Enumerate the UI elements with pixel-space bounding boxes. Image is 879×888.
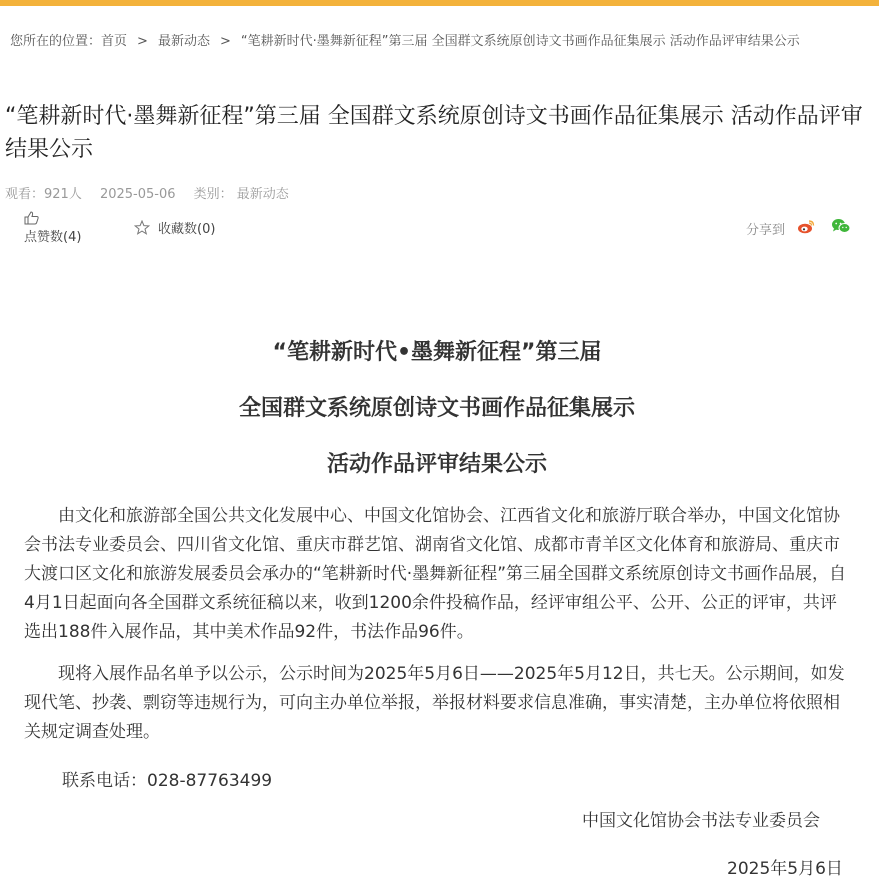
category-label: 类别：: [193, 187, 233, 202]
favorite-count-label: 收藏数(0): [158, 222, 216, 237]
breadcrumb-home-link[interactable]: 首页: [101, 34, 128, 49]
body-heading-line3: 活动作品评审结果公示: [326, 452, 547, 477]
breadcrumb-news-link[interactable]: 最新动态: [157, 34, 210, 49]
favorite-button[interactable]: [134, 218, 215, 237]
page-title: “笔耕新时代·墨舞新征程”第三届 全国群文系统原创诗文书画作品征集展示 活动作品评审结果公示: [5, 104, 863, 162]
breadcrumb-current-link[interactable]: “笔耕新时代·墨舞新征程”第三届 全国群文系统原创诗文书画作品征集展示 活动作品评审结果公示: [240, 34, 800, 49]
body-heading-line1: “笔耕新时代•墨舞新征程”第三届: [272, 340, 602, 365]
breadcrumb-prefix: 您所在的位置：: [10, 34, 102, 49]
star-icon: [134, 220, 150, 235]
issuing-organization: 中国文化馆协会书法专业委员会: [582, 811, 820, 831]
share-bar: [746, 218, 851, 238]
article-meta: [5, 183, 303, 202]
wechat-icon[interactable]: [831, 218, 851, 238]
signature-date: 2025年5月6日: [727, 859, 843, 879]
publish-date: 2025-05-06: [99, 187, 176, 202]
like-button[interactable]: [24, 211, 81, 245]
article-body: [24, 336, 850, 796]
share-label: 分享到: [746, 222, 786, 238]
contact-phone: 联系电话：028-87763499: [62, 771, 273, 791]
body-paragraph-1: 由文化和旅游部全国公共文化发展中心、中国文化馆协会、江西省文化和旅游厅联合举办，中国文化馆协会书法专业委员会、四川省文化馆、重庆市群艺馆、湖南省文化馆、成都市青羊区文化体育和旅游局、重庆市大渡口区文化和旅游发展委员会承办的“笔耕新时代·墨舞新征程”第三届全国群文系统原创诗文书画作品展，自4月1日起面向各全国群文系统征稿以来，收到1200余件投稿作品，经评审组公平、公开、公正的评审，共评选出188件入展作品，其中美术作品92件，书法作品96件。: [24, 506, 847, 642]
view-count: 观看：921人: [5, 187, 82, 202]
breadcrumb-separator: >: [219, 34, 231, 49]
like-count-label: 点赞数(4): [24, 230, 82, 245]
top-accent-bar: [0, 0, 879, 6]
weibo-icon[interactable]: [797, 219, 815, 238]
breadcrumb: [10, 30, 800, 49]
body-heading-line2: 全国群文系统原创诗文书画作品征集展示: [238, 396, 635, 421]
breadcrumb-separator: >: [137, 34, 148, 49]
category-link[interactable]: 最新动态: [236, 187, 289, 202]
body-paragraph-2: 现将入展作品名单予以公示，公示时间为2025年5月6日——2025年5月12日，共七天。公示期间，如发现代笔、抄袭、剽窃等违规行为，可向主办单位举报，举报材料要求信息准确，事实清楚，主办单位将依照相关规定调查处理。: [24, 664, 845, 742]
thumbs-up-icon: [24, 211, 40, 225]
